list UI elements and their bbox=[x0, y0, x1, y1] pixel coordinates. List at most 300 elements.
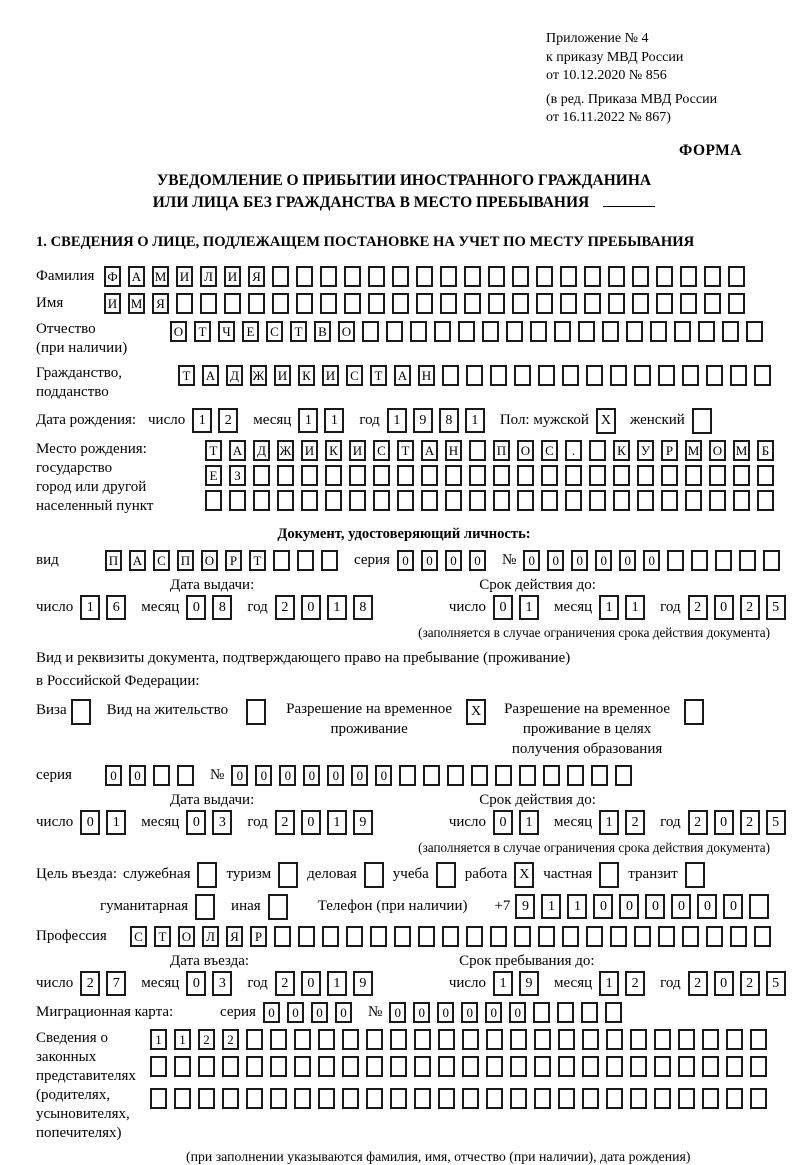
char-cell[interactable] bbox=[602, 321, 619, 342]
char-cell[interactable]: 0 bbox=[80, 810, 100, 835]
char-cell[interactable] bbox=[440, 266, 457, 287]
char-cell[interactable] bbox=[274, 926, 291, 947]
char-cell[interactable] bbox=[514, 365, 531, 386]
char-cell[interactable]: С bbox=[266, 321, 283, 342]
char-cell[interactable] bbox=[739, 550, 756, 571]
char-cell[interactable] bbox=[510, 1056, 527, 1077]
char-cell[interactable]: 0 bbox=[595, 550, 612, 571]
char-cell[interactable]: 1 bbox=[599, 810, 619, 835]
char-cell[interactable] bbox=[541, 490, 558, 511]
char-cell[interactable]: 7 bbox=[106, 971, 126, 996]
char-cell[interactable] bbox=[298, 926, 315, 947]
char-cell[interactable]: Ж bbox=[277, 440, 294, 461]
char-cell[interactable]: Е bbox=[242, 321, 259, 342]
purpose-humanitarian-checkbox[interactable] bbox=[195, 894, 215, 920]
char-cell[interactable] bbox=[565, 465, 582, 486]
char-cell[interactable] bbox=[392, 293, 409, 314]
char-cell[interactable] bbox=[560, 293, 577, 314]
char-cell[interactable] bbox=[469, 440, 486, 461]
char-cell[interactable]: Н bbox=[418, 365, 435, 386]
char-cell[interactable] bbox=[674, 321, 691, 342]
purpose-work-checkbox[interactable]: X bbox=[514, 862, 534, 888]
char-cell[interactable] bbox=[471, 765, 488, 786]
char-cell[interactable] bbox=[685, 490, 702, 511]
char-cell[interactable] bbox=[229, 490, 246, 511]
char-cell[interactable]: Т bbox=[249, 550, 266, 571]
char-cell[interactable]: 0 bbox=[351, 765, 368, 786]
char-cell[interactable]: А bbox=[394, 365, 411, 386]
char-cell[interactable]: М bbox=[152, 266, 169, 287]
char-cell[interactable] bbox=[246, 1029, 263, 1050]
char-cell[interactable] bbox=[342, 1088, 359, 1109]
char-cell[interactable] bbox=[634, 365, 651, 386]
char-cell[interactable]: 0 bbox=[186, 595, 206, 620]
char-cell[interactable] bbox=[656, 266, 673, 287]
char-cell[interactable] bbox=[462, 1029, 479, 1050]
char-cell[interactable]: 0 bbox=[129, 765, 146, 786]
char-cell[interactable] bbox=[630, 1056, 647, 1077]
char-cell[interactable]: Т bbox=[194, 321, 211, 342]
char-cell[interactable]: 2 bbox=[740, 595, 760, 620]
char-cell[interactable] bbox=[246, 1056, 263, 1077]
char-cell[interactable] bbox=[661, 490, 678, 511]
char-cell[interactable]: Р bbox=[225, 550, 242, 571]
char-cell[interactable]: 0 bbox=[485, 1002, 502, 1023]
char-cell[interactable] bbox=[654, 1088, 671, 1109]
char-cell[interactable] bbox=[349, 465, 366, 486]
char-cell[interactable] bbox=[726, 1029, 743, 1050]
char-cell[interactable]: 0 bbox=[279, 765, 296, 786]
temp-residence-edu-checkbox[interactable] bbox=[684, 699, 704, 725]
char-cell[interactable]: 0 bbox=[547, 550, 564, 571]
char-cell[interactable]: 1 bbox=[80, 595, 100, 620]
char-cell[interactable] bbox=[253, 490, 270, 511]
char-cell[interactable] bbox=[678, 1029, 695, 1050]
char-cell[interactable]: Р bbox=[250, 926, 267, 947]
char-cell[interactable] bbox=[464, 293, 481, 314]
char-cell[interactable]: 0 bbox=[105, 765, 122, 786]
char-cell[interactable]: 1 bbox=[150, 1029, 167, 1050]
char-cell[interactable] bbox=[325, 465, 342, 486]
char-cell[interactable]: Я bbox=[248, 266, 265, 287]
char-cell[interactable]: 0 bbox=[375, 765, 392, 786]
char-cell[interactable] bbox=[637, 465, 654, 486]
char-cell[interactable]: 2 bbox=[80, 971, 100, 996]
char-cell[interactable]: 0 bbox=[421, 550, 438, 571]
char-cell[interactable] bbox=[654, 1056, 671, 1077]
char-cell[interactable] bbox=[390, 1029, 407, 1050]
char-cell[interactable]: О bbox=[709, 440, 726, 461]
char-cell[interactable]: 0 bbox=[643, 550, 660, 571]
char-cell[interactable] bbox=[174, 1056, 191, 1077]
char-cell[interactable]: Т bbox=[205, 440, 222, 461]
char-cell[interactable] bbox=[248, 293, 265, 314]
char-cell[interactable] bbox=[368, 266, 385, 287]
char-cell[interactable] bbox=[416, 266, 433, 287]
char-cell[interactable]: С bbox=[346, 365, 363, 386]
char-cell[interactable]: П bbox=[493, 440, 510, 461]
char-cell[interactable] bbox=[296, 266, 313, 287]
char-cell[interactable] bbox=[586, 926, 603, 947]
char-cell[interactable] bbox=[416, 293, 433, 314]
char-cell[interactable] bbox=[301, 490, 318, 511]
char-cell[interactable]: А bbox=[129, 550, 146, 571]
char-cell[interactable] bbox=[586, 365, 603, 386]
char-cell[interactable] bbox=[442, 926, 459, 947]
char-cell[interactable]: Л bbox=[200, 266, 217, 287]
char-cell[interactable]: 0 bbox=[469, 550, 486, 571]
char-cell[interactable] bbox=[482, 321, 499, 342]
char-cell[interactable]: И bbox=[176, 266, 193, 287]
char-cell[interactable] bbox=[704, 293, 721, 314]
char-cell[interactable] bbox=[366, 1029, 383, 1050]
char-cell[interactable] bbox=[533, 1002, 550, 1023]
char-cell[interactable]: 2 bbox=[740, 971, 760, 996]
char-cell[interactable]: 3 bbox=[212, 810, 232, 835]
purpose-private-checkbox[interactable] bbox=[599, 862, 619, 888]
char-cell[interactable] bbox=[414, 1029, 431, 1050]
char-cell[interactable] bbox=[691, 550, 708, 571]
char-cell[interactable]: 1 bbox=[174, 1029, 191, 1050]
char-cell[interactable] bbox=[678, 1088, 695, 1109]
char-cell[interactable]: И bbox=[322, 365, 339, 386]
char-cell[interactable]: К bbox=[325, 440, 342, 461]
char-cell[interactable] bbox=[698, 321, 715, 342]
char-cell[interactable] bbox=[321, 550, 338, 571]
char-cell[interactable] bbox=[466, 365, 483, 386]
char-cell[interactable] bbox=[726, 1088, 743, 1109]
char-cell[interactable]: О bbox=[170, 321, 187, 342]
char-cell[interactable] bbox=[557, 1002, 574, 1023]
char-cell[interactable]: 0 bbox=[255, 765, 272, 786]
char-cell[interactable] bbox=[514, 926, 531, 947]
char-cell[interactable]: 0 bbox=[389, 1002, 406, 1023]
char-cell[interactable] bbox=[584, 293, 601, 314]
char-cell[interactable] bbox=[438, 1088, 455, 1109]
char-cell[interactable]: М bbox=[733, 440, 750, 461]
char-cell[interactable]: 0 bbox=[186, 810, 206, 835]
char-cell[interactable] bbox=[730, 926, 747, 947]
char-cell[interactable] bbox=[630, 1029, 647, 1050]
char-cell[interactable]: 0 bbox=[723, 894, 743, 919]
char-cell[interactable]: 1 bbox=[387, 408, 407, 433]
char-cell[interactable]: Д bbox=[253, 440, 270, 461]
char-cell[interactable] bbox=[517, 490, 534, 511]
char-cell[interactable]: 5 bbox=[766, 971, 786, 996]
purpose-transit-checkbox[interactable] bbox=[685, 862, 705, 888]
char-cell[interactable]: 9 bbox=[353, 810, 373, 835]
char-cell[interactable] bbox=[536, 293, 553, 314]
char-cell[interactable] bbox=[750, 1029, 767, 1050]
char-cell[interactable] bbox=[541, 465, 558, 486]
char-cell[interactable]: 0 bbox=[714, 595, 734, 620]
char-cell[interactable] bbox=[608, 293, 625, 314]
char-cell[interactable]: А bbox=[128, 266, 145, 287]
char-cell[interactable]: З bbox=[229, 465, 246, 486]
char-cell[interactable] bbox=[344, 293, 361, 314]
char-cell[interactable]: Е bbox=[205, 465, 222, 486]
char-cell[interactable]: 0 bbox=[619, 894, 639, 919]
female-checkbox[interactable] bbox=[692, 408, 712, 434]
char-cell[interactable] bbox=[366, 1056, 383, 1077]
char-cell[interactable]: 3 bbox=[212, 971, 232, 996]
char-cell[interactable]: 0 bbox=[301, 810, 321, 835]
char-cell[interactable]: 1 bbox=[324, 408, 344, 433]
char-cell[interactable] bbox=[637, 490, 654, 511]
char-cell[interactable] bbox=[297, 550, 314, 571]
char-cell[interactable] bbox=[506, 321, 523, 342]
char-cell[interactable]: И bbox=[301, 440, 318, 461]
char-cell[interactable]: 0 bbox=[593, 894, 613, 919]
char-cell[interactable]: Я bbox=[152, 293, 169, 314]
char-cell[interactable] bbox=[438, 1029, 455, 1050]
char-cell[interactable] bbox=[318, 1029, 335, 1050]
char-cell[interactable]: . bbox=[565, 440, 582, 461]
char-cell[interactable]: Ж bbox=[250, 365, 267, 386]
char-cell[interactable]: 0 bbox=[509, 1002, 526, 1023]
char-cell[interactable]: 2 bbox=[222, 1029, 239, 1050]
char-cell[interactable] bbox=[538, 365, 555, 386]
char-cell[interactable] bbox=[490, 926, 507, 947]
char-cell[interactable]: 6 bbox=[106, 595, 126, 620]
char-cell[interactable] bbox=[277, 490, 294, 511]
char-cell[interactable]: 0 bbox=[714, 810, 734, 835]
char-cell[interactable] bbox=[667, 550, 684, 571]
char-cell[interactable] bbox=[534, 1029, 551, 1050]
char-cell[interactable]: 0 bbox=[263, 1002, 280, 1023]
char-cell[interactable] bbox=[464, 266, 481, 287]
char-cell[interactable] bbox=[702, 1088, 719, 1109]
char-cell[interactable]: 2 bbox=[740, 810, 760, 835]
char-cell[interactable] bbox=[346, 926, 363, 947]
char-cell[interactable] bbox=[394, 926, 411, 947]
char-cell[interactable] bbox=[270, 1088, 287, 1109]
char-cell[interactable]: 1 bbox=[625, 595, 645, 620]
temp-residence-checkbox[interactable]: X bbox=[466, 699, 486, 725]
char-cell[interactable] bbox=[399, 765, 416, 786]
char-cell[interactable]: Б bbox=[757, 440, 774, 461]
char-cell[interactable]: 0 bbox=[311, 1002, 328, 1023]
char-cell[interactable]: 0 bbox=[619, 550, 636, 571]
char-cell[interactable] bbox=[530, 321, 547, 342]
char-cell[interactable]: Ч bbox=[218, 321, 235, 342]
char-cell[interactable] bbox=[562, 365, 579, 386]
char-cell[interactable] bbox=[558, 1029, 575, 1050]
char-cell[interactable] bbox=[325, 490, 342, 511]
char-cell[interactable] bbox=[632, 266, 649, 287]
char-cell[interactable] bbox=[174, 1088, 191, 1109]
char-cell[interactable]: 2 bbox=[625, 810, 645, 835]
char-cell[interactable] bbox=[390, 1088, 407, 1109]
char-cell[interactable] bbox=[366, 1088, 383, 1109]
char-cell[interactable] bbox=[565, 490, 582, 511]
char-cell[interactable] bbox=[397, 490, 414, 511]
char-cell[interactable] bbox=[608, 266, 625, 287]
char-cell[interactable] bbox=[486, 1029, 503, 1050]
char-cell[interactable] bbox=[277, 465, 294, 486]
char-cell[interactable]: 0 bbox=[303, 765, 320, 786]
char-cell[interactable] bbox=[709, 465, 726, 486]
char-cell[interactable] bbox=[150, 1056, 167, 1077]
char-cell[interactable] bbox=[584, 266, 601, 287]
char-cell[interactable] bbox=[534, 1088, 551, 1109]
char-cell[interactable]: К bbox=[613, 440, 630, 461]
char-cell[interactable] bbox=[722, 321, 739, 342]
char-cell[interactable]: 2 bbox=[218, 408, 238, 433]
char-cell[interactable] bbox=[488, 293, 505, 314]
char-cell[interactable] bbox=[318, 1056, 335, 1077]
char-cell[interactable] bbox=[150, 1088, 167, 1109]
char-cell[interactable]: 1 bbox=[327, 971, 347, 996]
char-cell[interactable]: 2 bbox=[198, 1029, 215, 1050]
char-cell[interactable] bbox=[423, 765, 440, 786]
char-cell[interactable]: 8 bbox=[212, 595, 232, 620]
char-cell[interactable] bbox=[322, 926, 339, 947]
char-cell[interactable] bbox=[373, 490, 390, 511]
char-cell[interactable]: Д bbox=[226, 365, 243, 386]
char-cell[interactable] bbox=[757, 465, 774, 486]
char-cell[interactable]: О bbox=[201, 550, 218, 571]
char-cell[interactable] bbox=[582, 1029, 599, 1050]
char-cell[interactable] bbox=[726, 1056, 743, 1077]
char-cell[interactable] bbox=[733, 465, 750, 486]
char-cell[interactable]: 2 bbox=[688, 595, 708, 620]
char-cell[interactable]: 0 bbox=[697, 894, 717, 919]
char-cell[interactable] bbox=[634, 926, 651, 947]
char-cell[interactable] bbox=[272, 293, 289, 314]
char-cell[interactable] bbox=[606, 1088, 623, 1109]
char-cell[interactable] bbox=[270, 1056, 287, 1077]
char-cell[interactable]: 1 bbox=[106, 810, 126, 835]
char-cell[interactable]: 0 bbox=[301, 971, 321, 996]
char-cell[interactable] bbox=[469, 465, 486, 486]
char-cell[interactable] bbox=[567, 765, 584, 786]
char-cell[interactable] bbox=[153, 765, 170, 786]
char-cell[interactable] bbox=[362, 321, 379, 342]
char-cell[interactable]: 0 bbox=[413, 1002, 430, 1023]
char-cell[interactable]: 0 bbox=[231, 765, 248, 786]
char-cell[interactable] bbox=[222, 1088, 239, 1109]
char-cell[interactable]: 1 bbox=[465, 408, 485, 433]
purpose-study-checkbox[interactable] bbox=[436, 862, 456, 888]
residence-permit-checkbox[interactable] bbox=[246, 699, 266, 725]
char-cell[interactable] bbox=[200, 293, 217, 314]
char-cell[interactable] bbox=[589, 490, 606, 511]
char-cell[interactable]: А bbox=[229, 440, 246, 461]
char-cell[interactable] bbox=[246, 1088, 263, 1109]
char-cell[interactable] bbox=[715, 550, 732, 571]
char-cell[interactable]: М bbox=[128, 293, 145, 314]
char-cell[interactable] bbox=[581, 1002, 598, 1023]
char-cell[interactable]: 0 bbox=[645, 894, 665, 919]
char-cell[interactable] bbox=[349, 490, 366, 511]
char-cell[interactable] bbox=[198, 1056, 215, 1077]
char-cell[interactable] bbox=[462, 1088, 479, 1109]
char-cell[interactable] bbox=[414, 1088, 431, 1109]
char-cell[interactable]: 0 bbox=[335, 1002, 352, 1023]
char-cell[interactable] bbox=[610, 365, 627, 386]
char-cell[interactable]: К bbox=[298, 365, 315, 386]
char-cell[interactable] bbox=[466, 926, 483, 947]
char-cell[interactable] bbox=[757, 490, 774, 511]
char-cell[interactable]: 1 bbox=[541, 894, 561, 919]
char-cell[interactable] bbox=[421, 490, 438, 511]
char-cell[interactable] bbox=[386, 321, 403, 342]
char-cell[interactable] bbox=[754, 926, 771, 947]
char-cell[interactable] bbox=[685, 465, 702, 486]
char-cell[interactable] bbox=[392, 266, 409, 287]
char-cell[interactable] bbox=[486, 1056, 503, 1077]
char-cell[interactable] bbox=[434, 321, 451, 342]
char-cell[interactable]: 9 bbox=[353, 971, 373, 996]
char-cell[interactable] bbox=[495, 765, 512, 786]
char-cell[interactable] bbox=[517, 465, 534, 486]
char-cell[interactable] bbox=[558, 1088, 575, 1109]
char-cell[interactable]: Н bbox=[445, 440, 462, 461]
char-cell[interactable]: 1 bbox=[599, 595, 619, 620]
char-cell[interactable]: И bbox=[224, 266, 241, 287]
char-cell[interactable] bbox=[510, 1029, 527, 1050]
char-cell[interactable]: П bbox=[105, 550, 122, 571]
char-cell[interactable] bbox=[344, 266, 361, 287]
char-cell[interactable] bbox=[462, 1056, 479, 1077]
char-cell[interactable] bbox=[493, 490, 510, 511]
char-cell[interactable] bbox=[578, 321, 595, 342]
char-cell[interactable] bbox=[554, 321, 571, 342]
char-cell[interactable] bbox=[488, 266, 505, 287]
char-cell[interactable] bbox=[606, 1056, 623, 1077]
char-cell[interactable] bbox=[728, 266, 745, 287]
char-cell[interactable] bbox=[656, 293, 673, 314]
char-cell[interactable] bbox=[682, 365, 699, 386]
char-cell[interactable] bbox=[253, 465, 270, 486]
char-cell[interactable] bbox=[613, 465, 630, 486]
char-cell[interactable] bbox=[273, 550, 290, 571]
char-cell[interactable]: 8 bbox=[353, 595, 373, 620]
char-cell[interactable] bbox=[763, 550, 780, 571]
char-cell[interactable]: 0 bbox=[714, 971, 734, 996]
char-cell[interactable]: 1 bbox=[493, 971, 513, 996]
char-cell[interactable]: Т bbox=[397, 440, 414, 461]
char-cell[interactable] bbox=[702, 1029, 719, 1050]
char-cell[interactable]: 0 bbox=[327, 765, 344, 786]
char-cell[interactable] bbox=[368, 293, 385, 314]
char-cell[interactable] bbox=[224, 293, 241, 314]
char-cell[interactable] bbox=[493, 465, 510, 486]
char-cell[interactable] bbox=[373, 465, 390, 486]
char-cell[interactable] bbox=[458, 321, 475, 342]
char-cell[interactable] bbox=[709, 490, 726, 511]
char-cell[interactable] bbox=[176, 293, 193, 314]
char-cell[interactable] bbox=[706, 926, 723, 947]
char-cell[interactable] bbox=[177, 765, 194, 786]
char-cell[interactable]: 1 bbox=[327, 595, 347, 620]
char-cell[interactable]: 5 bbox=[766, 810, 786, 835]
char-cell[interactable] bbox=[754, 365, 771, 386]
char-cell[interactable] bbox=[421, 465, 438, 486]
char-cell[interactable]: В bbox=[314, 321, 331, 342]
char-cell[interactable]: 0 bbox=[287, 1002, 304, 1023]
char-cell[interactable] bbox=[342, 1029, 359, 1050]
char-cell[interactable] bbox=[272, 266, 289, 287]
char-cell[interactable] bbox=[589, 440, 606, 461]
char-cell[interactable] bbox=[654, 1029, 671, 1050]
char-cell[interactable] bbox=[320, 293, 337, 314]
purpose-official-checkbox[interactable] bbox=[197, 862, 217, 888]
char-cell[interactable] bbox=[658, 365, 675, 386]
char-cell[interactable]: 9 bbox=[519, 971, 539, 996]
char-cell[interactable]: С bbox=[130, 926, 147, 947]
